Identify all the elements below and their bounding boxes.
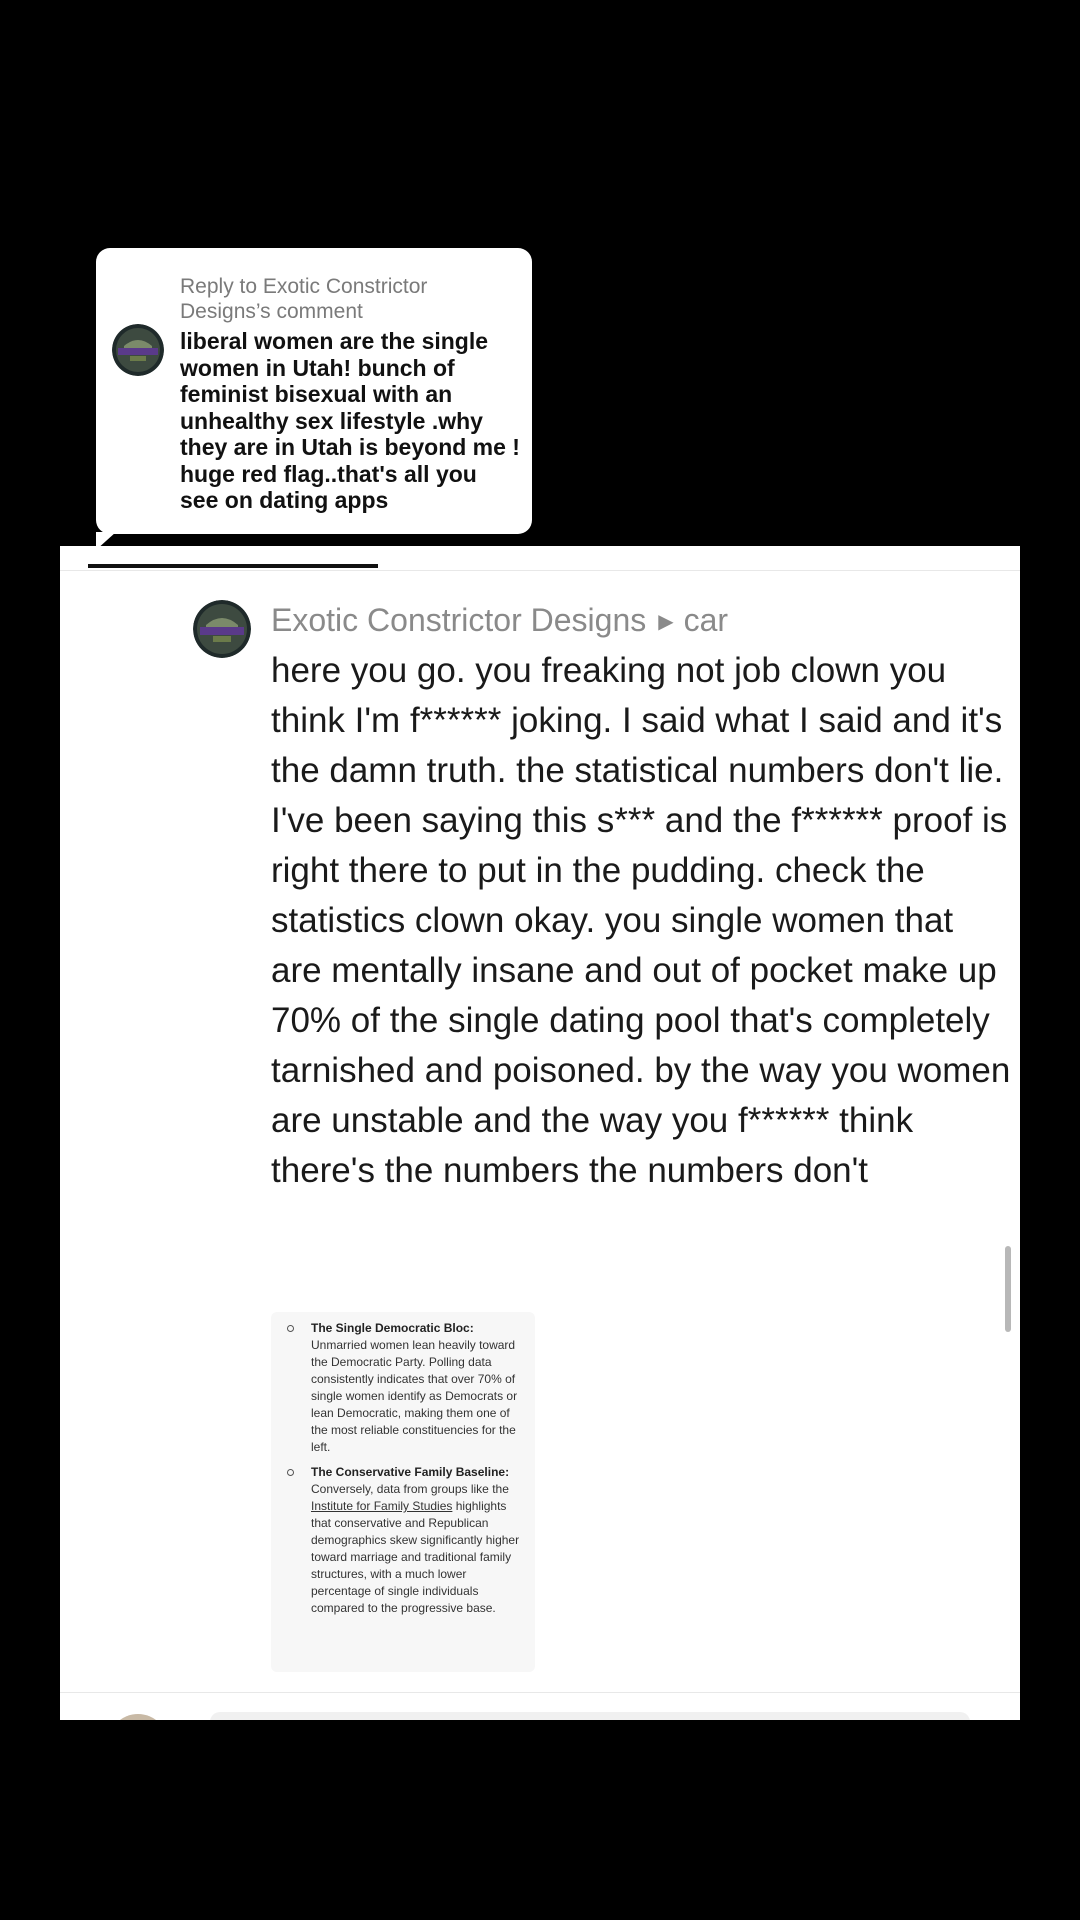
list-item xyxy=(271,1312,535,1456)
scrollbar[interactable] xyxy=(1005,1246,1011,1332)
exotic-constrictor-logo-icon xyxy=(193,600,251,658)
comment-author[interactable]: Exotic Constrictor Designs xyxy=(271,602,647,638)
bullet-icon xyxy=(287,1325,294,1332)
divider xyxy=(60,1692,1020,1693)
avatar[interactable] xyxy=(108,1714,168,1720)
institute-link[interactable]: Institute for Family Studies xyxy=(311,1499,453,1513)
attached-image[interactable] xyxy=(271,1312,535,1672)
stats-item-body-end: highlights that conservative and Republican demographics skew significantly higher toward marriage and traditional family structures, with a much lower percentage of single individuals compared to the progressive base. xyxy=(311,1499,520,1615)
stats-item-body-start: Conversely, data from groups like the xyxy=(311,1482,509,1496)
comment-text: here you go. you freaking not job clown you think I'm f****** joking. I said what I said and it's the damn truth. the statistical numbers don't lie. I've been saying this s*** and the f****** proof is right there to put in the pudding. check the statistics clown okay. you single women that are mentally insane and out of pocket make up 70% of the single dating pool that's completely tarnished and poisoned. by the way you women are unstable and the way you f****** think there's the numbers the numbers don't xyxy=(271,651,1011,1190)
stats-item-title: The Conservative Family Baseline: xyxy=(311,1465,510,1479)
comment-meta xyxy=(271,600,728,645)
reply-bubble[interactable] xyxy=(96,248,532,534)
comment-screenshot-panel xyxy=(60,546,1020,1720)
comment-input[interactable] xyxy=(210,1712,970,1720)
divider xyxy=(60,570,1020,571)
reply-text: liberal women are the single women in Utah! bunch of feminist bisexual with an unhealthy sex lifestyle .why they are in Utah is beyond me ! huge red flag..that's all you see on dating apps xyxy=(180,328,520,513)
stats-item-body: Unmarried women lean heavily toward the Democratic Party. Polling data consistently indicates that over 70% of single women identify as Democrats or lean Democratic, making them one of the most reliable constituencies for the left. xyxy=(311,1338,518,1454)
stats-list xyxy=(271,1312,535,1617)
stats-item-body xyxy=(311,1481,525,1617)
progress-indicator xyxy=(88,564,378,568)
reply-to-user[interactable]: car xyxy=(683,602,729,638)
avatar[interactable] xyxy=(193,600,251,658)
reply-header: Reply to Exotic Constrictor Designs’s comment xyxy=(180,275,428,323)
list-item xyxy=(271,1456,535,1617)
exotic-constrictor-logo-icon xyxy=(112,324,164,376)
bullet-icon xyxy=(287,1469,294,1476)
avatar[interactable] xyxy=(112,324,164,376)
play-triangle-icon: ▶ xyxy=(658,611,674,633)
stats-item-title: The Single Democratic Bloc: xyxy=(311,1321,474,1335)
